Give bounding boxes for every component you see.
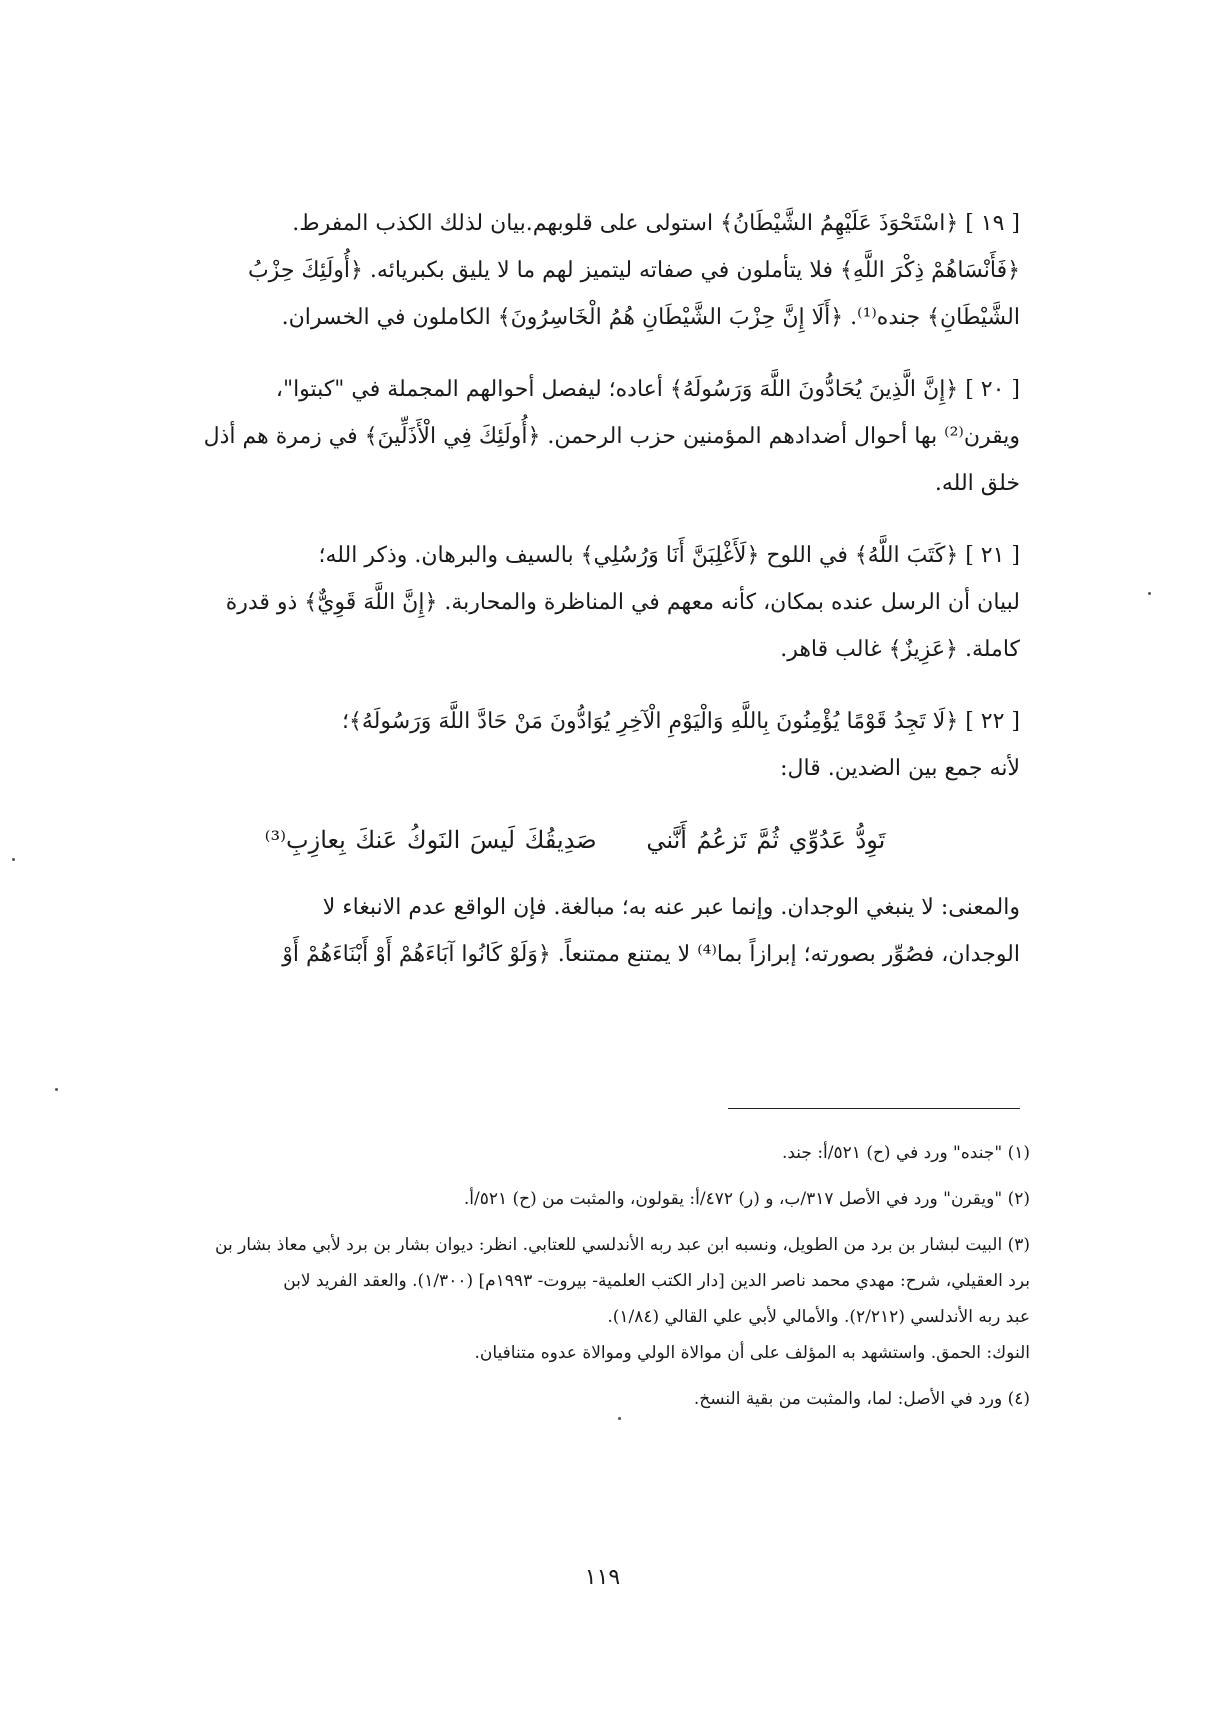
scan-speck bbox=[618, 1417, 621, 1420]
closing-paragraph bbox=[130, 884, 1020, 978]
paragraph-verse-20 bbox=[130, 366, 1020, 507]
text-line: [ ٢٠ ] ﴿إِنَّ الَّذِينَ يُحَادُّونَ اللَّهَ وَرَسُولَهُ﴾ أعاده؛ ليفصل أحوالهم المجملة في "كبتوا"، bbox=[275, 377, 1020, 402]
footnote-4 bbox=[150, 1381, 1030, 1417]
scan-speck bbox=[1148, 592, 1151, 595]
paragraph-verse-19 bbox=[130, 200, 1020, 341]
footnote-line: النوك: الحمق. واستشهد به المؤلف على أن موالاة الولي وموالاة عدوه متنافيان. bbox=[474, 1343, 1030, 1363]
scan-speck bbox=[55, 1088, 58, 1091]
footnote-line: برد العقيلي، شرح: مهدي محمد ناصر الدين [دار الكتب العلمية- بيروت- ١٩٩٣م] (١/٣٠٠). والعقد الفريد لابن bbox=[283, 1271, 1030, 1291]
paragraph-verse-21 bbox=[130, 532, 1020, 673]
scan-speck bbox=[12, 858, 15, 861]
paragraph-verse-22 bbox=[130, 698, 1020, 792]
first-hemistich: تَوِدُّ عَدُوِّي ثُمَّ تَزعُمُ أَنَّني bbox=[646, 826, 886, 854]
poetry-verse bbox=[130, 817, 1020, 864]
footnote-line: (٤) ورد في الأصل: لما، والمثبت من بقية النسخ. bbox=[693, 1389, 1030, 1409]
text-line: كاملة. ﴿عَزِيزٌ﴾ غالب قاهر. bbox=[780, 637, 1020, 662]
text-line: الوجدان، فصُوِّر بصورته؛ إبرازاً بما⁽⁴⁾ لا يمتنع ممتنعاً. ﴿وَلَوْ كَانُوا آبَاءَهُمْ أَوْ أَبْنَاءَهُمْ أَوْ bbox=[282, 942, 1020, 967]
footnote-line: (١) "جنده" ورد في (ح) ٥٢١/أ: جند. bbox=[781, 1143, 1030, 1163]
footnote-1 bbox=[150, 1135, 1030, 1171]
footnote-line: (٣) البيت لبشار بن برد من الطويل، ونسبه ابن عبد ربه الأندلسي للعتابي. انظر: ديوان بشار بن برد لأبي معاذ بشار بن bbox=[215, 1235, 1030, 1255]
text-line: الشَّيْطَانِ﴾ جنده⁽¹⁾. ﴿أَلَا إِنَّ حِزْبَ الشَّيْطَانِ هُمُ الْخَاسِرُونَ﴾ الكاملون في الخسران. bbox=[281, 305, 1020, 330]
text-line: ﴿فَأَنْسَاهُمْ ذِكْرَ اللَّهِ﴾ فلا يتأملون في صفاته ليتميز لهم ما لا يليق بكبريائه. ﴿أُولَئِكَ حِزْبُ bbox=[247, 258, 1020, 283]
second-hemistich: صَدِيقُكَ لَيسَ النَوكُ عَنكَ بِعازِبِ⁽³⁾ bbox=[264, 826, 597, 854]
text-line: [ ١٩ ] ﴿اسْتَحْوَذَ عَلَيْهِمُ الشَّيْطَانُ﴾ استولى على قلوبهم.بيان لذلك الكذب المفرط. bbox=[292, 211, 1020, 236]
text-line: [ ٢١ ] ﴿كَتَبَ اللَّهُ﴾ في اللوح ﴿لَأَغْلِبَنَّ أَنَا وَرُسُلِي﴾ بالسيف والبرهان. وذكر الله؛ bbox=[318, 543, 1020, 568]
text-line: [ ٢٢ ] ﴿لَا تَجِدُ قَوْمًا يُؤْمِنُونَ بِاللَّهِ وَالْيَوْمِ الْآخِرِ يُوَادُّونَ مَنْ حَادَّ اللَّهَ وَرَسُولَهُ﴾؛ bbox=[341, 709, 1020, 734]
page-number: ١١٩ bbox=[584, 1565, 621, 1590]
text-line: لبيان أن الرسل عنده بمكان، كأنه معهم في المناظرة والمحاربة. ﴿إِنَّ اللَّهَ قَوِيٌّ﴾ ذو قدرة bbox=[225, 590, 1020, 615]
text-line: والمعنى: لا ينبغي الوجدان. وإنما عبر عنه به؛ مبالغة. فإن الواقع عدم الانبغاء لا bbox=[322, 895, 1020, 920]
text-line: ويقرن⁽²⁾ بها أحوال أضدادهم المؤمنين حزب الرحمن. ﴿أُولَئِكَ فِي الْأَذَلِّينَ﴾ في زمرة هم أذل bbox=[203, 424, 1020, 449]
footnote-2 bbox=[150, 1181, 1030, 1217]
text-line: خلق الله. bbox=[934, 471, 1020, 496]
footnotes bbox=[150, 1135, 1030, 1427]
footnote-3 bbox=[150, 1227, 1030, 1371]
footnote-line: (٢) "ويقرن" ورد في الأصل ٣١٧/ب، و (ر) ٤٧٢/أ: يقولون، والمثبت من (ح) ٥٢١/أ. bbox=[463, 1189, 1030, 1209]
footnote-divider bbox=[728, 1108, 1020, 1109]
text-line: لأنه جمع بين الضدين. قال: bbox=[780, 756, 1020, 781]
main-text bbox=[130, 200, 1020, 1003]
footnote-line: عبد ربه الأندلسي (٢/٢١٢). والأمالي لأبي علي القالي (١/٨٤). bbox=[607, 1307, 1030, 1327]
